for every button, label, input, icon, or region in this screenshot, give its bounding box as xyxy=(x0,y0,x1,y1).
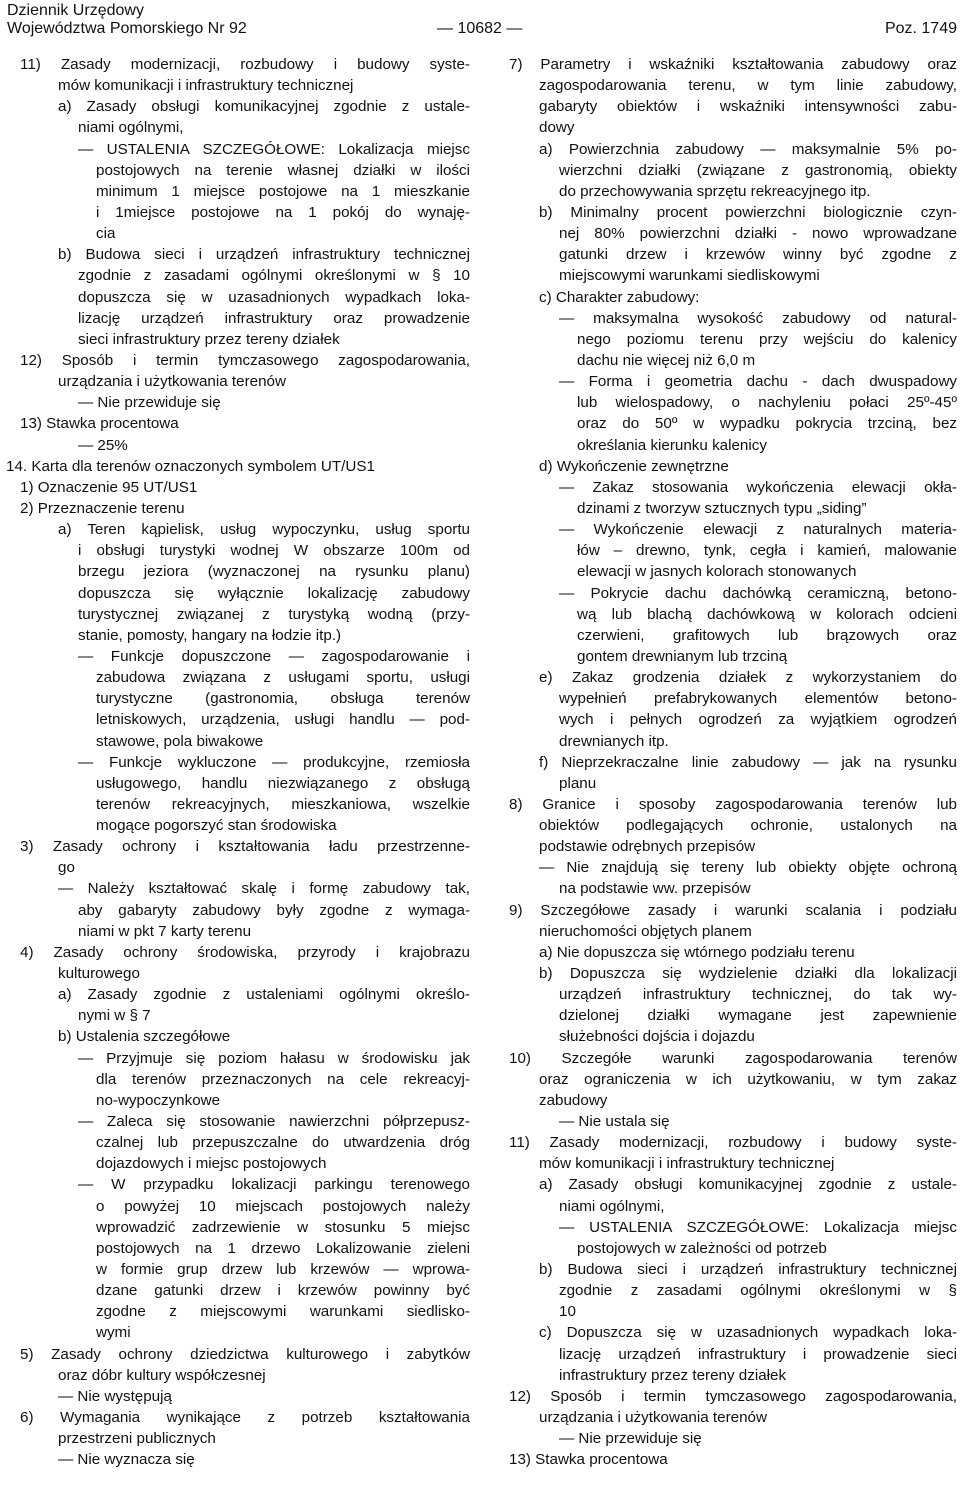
text-line: wych i pełnych ogrodzeń za wyjątkiem ogrodzeń xyxy=(559,711,957,729)
text-line: oraz do 50º w wypadku pokrycia trzciną, bez xyxy=(577,415,957,433)
text-line: niami ogólnymi, xyxy=(78,119,184,137)
text-line: dojazdowych i miejsc postojowych xyxy=(96,1155,327,1173)
text-line: b) Minimalny procent powierzchni biologicznie czyn- xyxy=(539,203,957,221)
text-line: d) Wykończenie zewnętrzne xyxy=(539,457,729,475)
text-line: usługowego, handlu niezwiązanego z obsługą xyxy=(96,774,470,792)
text-line: — maksymalna wysokość zabudowy od natural- xyxy=(559,309,957,327)
text-line: b) Budowa sieci i urządzeń infrastruktury technicznej xyxy=(539,1261,957,1279)
text-line: — Zakaz stosowania wykończenia elewacji okła- xyxy=(559,478,957,496)
text-line: a) Zasady obsługi komunikacyjnej zgodnie z ustale- xyxy=(539,1176,957,1194)
text-line: nego poziomu terenu przy wejściu do kalenicy xyxy=(577,330,957,348)
text-line: e) Zakaz grodzenia działek z wykorzystaniem do xyxy=(539,669,957,687)
text-line: — Nie przewiduje się xyxy=(78,394,221,412)
text-line: stanie, pomosty, hangary na łodzie itp.) xyxy=(78,626,342,644)
text-line: a) Teren kąpielisk, usług wypoczynku, usług sportu xyxy=(58,521,470,539)
text-line: niami ogólnymi, xyxy=(559,1197,665,1215)
text-line: turystycznej związanej z turystyką wodną (przy- xyxy=(78,605,470,623)
text-line: 6) Wymagania wynikające z potrzeb kształtowania xyxy=(20,1409,470,1426)
text-line: — Nie występują xyxy=(58,1387,172,1405)
text-line: — Nie wyznacza się xyxy=(58,1451,195,1469)
text-line: 2) Przeznaczenie terenu xyxy=(20,499,185,517)
text-line: zgodne z miejscowymi warunkami siedlisko- xyxy=(96,1303,470,1321)
position-number: Poz. 1749 xyxy=(884,20,957,37)
text-line: i 1miejsce postojowe na 1 pokój do wynaję- xyxy=(96,203,470,221)
text-line: gabaryty obiektów i wskaźniki intensywności zabu- xyxy=(539,98,957,116)
text-line: określania kierunku kalenicy xyxy=(577,436,767,454)
text-line: obiektów podlegających ochronie, ustalonych na xyxy=(539,817,957,835)
text-line: nymi w § 7 xyxy=(78,1007,151,1025)
text-line: gatunki drzew i krzewów winny być zgodne z xyxy=(559,246,957,264)
text-line: letniskowych, urządzenia, usługi handlu — pod- xyxy=(96,711,470,729)
text-line: 10) Szczegółe warunki zagospodarowania terenów xyxy=(509,1049,957,1067)
text-line: w formie grup drzew lub krzewów — wprowa- xyxy=(96,1261,470,1279)
text-line: oraz dóbr kultury współczesnej xyxy=(58,1366,266,1384)
text-line: — Pokrycie dachu dachówką ceramiczną, betono- xyxy=(559,584,957,602)
text-line: do przechowywania sprzętu rekreacyjnego itp. xyxy=(559,182,871,200)
text-line: minimum 1 miejsce postojowe na 1 mieszkanie xyxy=(96,182,470,200)
text-line: 4) Zasady ochrony środowiska, przyrody i krajobrazu xyxy=(20,943,470,961)
text-line: mów komunikacji i infrastruktury technicznej xyxy=(539,1155,835,1173)
text-line: lizację urządzeń infrastruktury i prowadzenie sieci xyxy=(559,1345,957,1363)
text-line: urządzania i użytkowania terenów xyxy=(58,373,286,391)
text-line: b) Dopuszcza się wydzielenie działki dla lokalizacji xyxy=(539,965,957,983)
text-line: postojowych na 1 drzewo Lokalizowanie zieleni xyxy=(96,1239,470,1257)
text-line: lizację urządzeń infrastruktury oraz prowadzenie xyxy=(78,309,470,327)
text-line: elewacji w jasnych kolorach stonowanych xyxy=(577,563,857,581)
text-line: wypełnień prefabrykowanych elementów betono- xyxy=(559,690,957,708)
journal-title: Dziennik Urzędowy xyxy=(7,2,144,19)
text-line: wierzchni działki (związane z gastronomią, obiekty xyxy=(559,161,957,179)
text-line: — Funkcje wykluczone — produkcyjne, rzemiosła xyxy=(78,753,470,771)
text-line: — Należy kształtować skalę i formę zabudowy tak, xyxy=(58,880,470,898)
text-line: 7) Parametry i wskaźniki kształtowania zabudowy oraz xyxy=(509,56,957,73)
text-line: c) Dopuszcza się w uzasadnionych wypadkach loka- xyxy=(539,1324,957,1342)
text-line: dopuszcza się w uzasadnionych wypadkach loka- xyxy=(78,288,470,306)
text-line: postojowych na terenie własnej działki w ilości xyxy=(96,161,470,179)
text-line: c) Charakter zabudowy: xyxy=(539,288,700,306)
text-line: służebności dojścia i dojazdu xyxy=(559,1028,755,1046)
text-line: zgodnie z zasadami ogólnymi określonymi w § xyxy=(559,1282,957,1300)
text-line: cia xyxy=(96,225,116,243)
text-line: o powyżej 10 miejscach postojowych należy xyxy=(96,1197,470,1215)
text-line: miejscowymi warunkami siedliskowymi xyxy=(559,267,820,285)
text-line: nej 80% powierzchni działki - nowo wprowadzane xyxy=(559,225,957,243)
text-line: na podstawie ww. przepisów xyxy=(559,880,751,898)
text-line: czerwieni, grafitowych lub brązowych oraz xyxy=(577,626,957,644)
text-line: postojowych w zależności od potrzeb xyxy=(577,1239,827,1257)
text-line: zabudowa związana z usługami sportu, usługi xyxy=(96,669,470,687)
text-line: dowy xyxy=(539,119,575,137)
text-line: f) Nieprzekraczalne linie zabudowy — jak na rysunku xyxy=(539,753,957,771)
text-line: 12) Sposób i termin tymczasowego zagospodarowania, xyxy=(509,1387,957,1405)
text-line: b) Budowa sieci i urządzeń infrastruktury technicznej xyxy=(58,246,470,264)
text-line: 5) Zasady ochrony dziedzictwa kulturowego i zabytków xyxy=(20,1345,470,1363)
text-line: — Przyjmuje się poziom hałasu w środowisku jak xyxy=(78,1049,470,1067)
text-line: mogące pogorszyć stan środowiska xyxy=(96,817,337,835)
text-line: — Funkcje dopuszczone — zagospodarowanie i xyxy=(78,647,470,665)
text-line: 8) Granice i sposoby zagospodarowania terenów lub xyxy=(509,795,957,813)
text-line: podstawie odrębnych przepisów xyxy=(539,838,756,856)
text-line: dopuszcza się wyłącznie lokalizację zabudowy xyxy=(78,584,470,602)
text-line: aby gabaryty zabudowy były zgodne z wymaga- xyxy=(78,901,470,919)
text-line: 13) Stawka procentowa xyxy=(509,1451,668,1469)
text-line: dzane gatunki drzew i krzewów powinny być xyxy=(96,1282,470,1300)
page-number: — 10682 — xyxy=(437,20,523,37)
text-line: a) Powierzchnia zabudowy — maksymalnie 5% po- xyxy=(539,140,957,158)
text-line: wymi xyxy=(96,1324,131,1342)
text-line: — Nie przewiduje się xyxy=(559,1430,702,1448)
text-line: dzielonej działki wymagane jest zapewnienie xyxy=(559,1007,957,1025)
text-line: czalnej lub przepuszczalne do utwardzenia dróg xyxy=(96,1134,470,1152)
text-line: — Zaleca się stosowanie nawierzchni półprzepusz- xyxy=(78,1113,470,1131)
text-line: lub wielospadowy, o nachyleniu połaci 25º-45º xyxy=(577,394,957,412)
journal-issue: Województwa Pomorskiego Nr 92 xyxy=(7,20,247,37)
text-line: przestrzeni publicznych xyxy=(58,1430,216,1448)
right-text-column xyxy=(509,54,957,1470)
text-line: a) Zasady obsługi komunikacyjnej zgodnie z ustale- xyxy=(58,98,470,116)
text-line: 12) Sposób i termin tymczasowego zagospodarowania, xyxy=(20,351,470,369)
text-line: 10 xyxy=(559,1303,576,1321)
text-line: urządzeń infrastruktury technicznej, do tak wy- xyxy=(559,986,957,1004)
text-line: dla terenów przeznaczonych na cele rekreacyj- xyxy=(96,1070,470,1088)
text-line: — Nie znajdują się tereny lub obiekty objęte ochroną xyxy=(539,859,957,877)
text-line: — 25% xyxy=(78,436,128,454)
text-line: niami w pkt 7 karty terenu xyxy=(78,922,252,940)
text-line: wą lub blachą dachówkową w kolorach odcieni xyxy=(577,605,957,623)
text-line: drewnianych itp. xyxy=(559,732,669,750)
text-line: no-wypoczynkowe xyxy=(96,1091,221,1109)
text-line: a) Zasady zgodnie z ustaleniami ogólnymi określo- xyxy=(58,986,470,1004)
text-line: 13) Stawka procentowa xyxy=(20,415,179,433)
text-line: 1) Oznaczenie 95 UT/US1 xyxy=(20,478,198,496)
text-line: mów komunikacji i infrastruktury technicznej xyxy=(58,77,354,95)
text-line: zagospodarowania terenu, w tym linie zabudowy, xyxy=(539,77,957,95)
text-line: sieci infrastruktury przez tereny działek xyxy=(78,330,340,348)
text-line: dachu nie więcej niż 6,0 m xyxy=(577,351,756,369)
text-line: 11) Zasady modernizacji, rozbudowy i budowy syste- xyxy=(20,56,470,73)
text-line: stawowe, pola biwakowe xyxy=(96,732,264,750)
text-line: turystyczne (gastronomia, obsługa terenów xyxy=(96,690,470,708)
text-line: i obsługi turystyki wodnej W obszarze 100m od xyxy=(78,542,470,560)
text-line: 11) Zasady modernizacji, rozbudowy i budowy syste- xyxy=(509,1134,957,1152)
text-line: b) Ustalenia szczegółowe xyxy=(58,1028,231,1046)
text-line: — W przypadku lokalizacji parkingu terenowego xyxy=(78,1176,470,1194)
text-line: 9) Szczegółowe zasady i warunki scalania i podziału xyxy=(509,901,957,919)
text-line: — USTALENIA SZCZEGÓŁOWE: Lokalizacja miejsc xyxy=(559,1218,957,1236)
text-line: — Forma i geometria dachu - dach dwuspadowy xyxy=(559,373,957,391)
text-line: kulturowego xyxy=(58,965,140,983)
text-line: dzinami z tworzyw sztucznych typu „siding” xyxy=(577,499,867,517)
text-line: — Wykończenie elewacji z naturalnych materia- xyxy=(559,521,957,539)
text-line: — Nie ustala się xyxy=(559,1113,670,1131)
text-line: 3) Zasady ochrony i kształtowania ładu przestrzenne- xyxy=(20,838,470,856)
text-line: planu xyxy=(559,774,597,792)
text-line: terenów rekreacyjnych, mieszkaniowa, wszelkie xyxy=(96,795,470,813)
text-line: zabudowy xyxy=(539,1091,608,1109)
text-line: a) Nie dopuszcza się wtórnego podziału terenu xyxy=(539,943,855,961)
text-line: brzegu jeziora (wyznaczonej na rysunku planu) xyxy=(78,563,470,581)
text-line: infrastruktury przez tereny działek xyxy=(559,1366,787,1384)
text-line: oraz ograniczenia w ich użytkowaniu, w tym zakaz xyxy=(539,1070,957,1088)
text-line: — USTALENIA SZCZEGÓŁOWE: Lokalizacja miejsc xyxy=(78,140,470,158)
page-header xyxy=(7,0,957,42)
text-line: gontem drewnianym lub trzciną xyxy=(577,647,788,665)
text-line: 14. Karta dla terenów oznaczonych symbolem UT/US1 xyxy=(6,457,375,475)
text-line: wprowadzić zadrzewienie w stosunku 5 miejsc xyxy=(96,1218,470,1236)
text-line: zgodnie z zasadami ogólnymi określonymi w § 10 xyxy=(78,267,470,285)
text-line: go xyxy=(58,859,75,877)
text-line: urządzania i użytkowania terenów xyxy=(539,1409,767,1426)
text-line: łów – drewno, tynk, cegła i kamień, malowanie xyxy=(577,542,957,560)
text-line: nieruchomości objętych planem xyxy=(539,922,752,940)
left-text-column xyxy=(6,54,470,1470)
